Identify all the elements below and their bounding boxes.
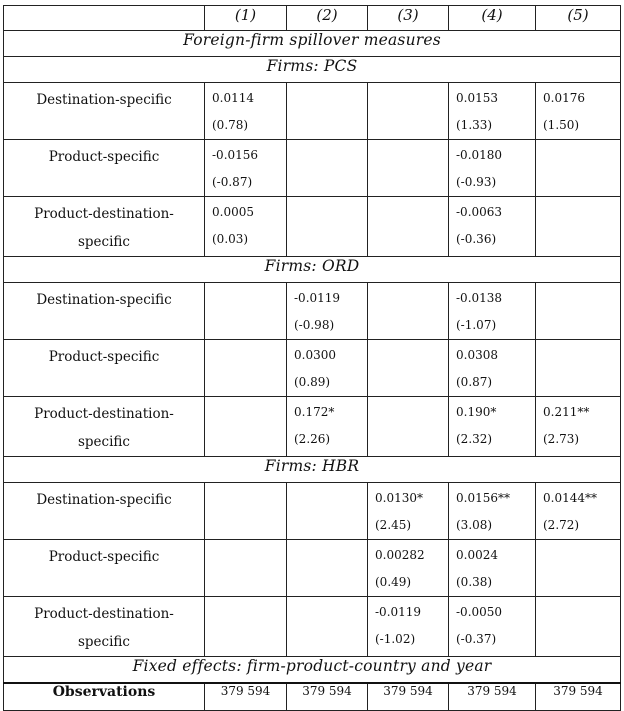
row-label-line: Destination-specific — [36, 292, 172, 308]
row-label-line: Product-destination- — [34, 206, 174, 222]
t-statistic: (2.32) — [456, 432, 493, 446]
value-cell — [536, 140, 621, 197]
value-cell — [536, 540, 621, 597]
t-statistic: (2.73) — [543, 432, 580, 446]
measure-row — [4, 483, 621, 540]
value-cell — [205, 140, 287, 197]
t-statistic — [375, 426, 448, 453]
coefficient: -0.0050 — [456, 605, 503, 619]
measure-row — [4, 140, 621, 197]
t-statistic — [543, 169, 620, 196]
coefficient: 0.0144** — [543, 491, 597, 505]
coefficient — [375, 142, 448, 169]
column-header: (5) — [536, 6, 621, 31]
t-statistic — [543, 626, 620, 653]
measure-row — [4, 397, 621, 457]
coefficient: 0.0024 — [456, 548, 498, 562]
table-body — [4, 6, 621, 711]
t-statistic: (1.33) — [456, 118, 493, 132]
coefficient: 0.0130* — [375, 491, 423, 505]
value-cell — [536, 597, 621, 657]
value-cell — [287, 483, 368, 540]
value-cell — [536, 283, 621, 340]
observations-value: 379 594 — [449, 683, 536, 711]
row-label-line: Product-specific — [48, 549, 160, 565]
measure-row — [4, 597, 621, 657]
coefficient — [294, 599, 367, 626]
value-cell — [287, 397, 368, 457]
value-cell — [205, 197, 287, 257]
value-cell — [449, 483, 536, 540]
observations-value: 379 594 — [205, 683, 287, 711]
row-label — [4, 340, 205, 397]
group-header-row — [4, 457, 621, 483]
coefficient: -0.0119 — [294, 291, 341, 305]
measure-row — [4, 540, 621, 597]
t-statistic — [212, 312, 286, 339]
coefficient — [543, 199, 620, 226]
group-header-row — [4, 257, 621, 283]
row-label-line: Product-destination- — [34, 606, 174, 622]
value-cell — [205, 397, 287, 457]
row-label-line: specific — [77, 434, 130, 450]
t-statistic — [543, 312, 620, 339]
t-statistic — [375, 369, 448, 396]
coefficient: -0.0180 — [456, 148, 503, 162]
coefficient: -0.0063 — [456, 205, 503, 219]
value-cell — [205, 597, 287, 657]
value-cell — [449, 597, 536, 657]
value-cell — [368, 483, 449, 540]
value-cell — [287, 83, 368, 140]
measure-row — [4, 340, 621, 397]
row-label — [4, 83, 205, 140]
group-label: Firms: ORD — [4, 257, 621, 283]
measure-row — [4, 283, 621, 340]
t-statistic: (2.26) — [294, 432, 331, 446]
coefficient — [212, 399, 286, 426]
column-header: (4) — [449, 6, 536, 31]
t-statistic — [212, 369, 286, 396]
t-statistic: (-0.36) — [456, 232, 497, 246]
t-statistic — [212, 569, 286, 596]
table-title: Foreign-firm spillover measures — [4, 31, 621, 57]
t-statistic: (-1.07) — [456, 318, 497, 332]
row-label-line: specific — [77, 634, 130, 650]
coefficient — [543, 342, 620, 369]
t-statistic: (-0.93) — [456, 175, 497, 189]
value-cell — [205, 83, 287, 140]
row-label — [4, 283, 205, 340]
column-header: (3) — [368, 6, 449, 31]
observations-value: 379 594 — [287, 683, 368, 711]
t-statistic — [543, 226, 620, 253]
coefficient: 0.0114 — [212, 91, 254, 105]
coefficient — [294, 542, 367, 569]
t-statistic — [375, 226, 448, 253]
value-cell — [205, 340, 287, 397]
coefficient: 0.190* — [456, 405, 497, 419]
row-label-line: Product-specific — [48, 349, 160, 365]
row-label — [4, 397, 205, 457]
value-cell — [287, 283, 368, 340]
t-statistic — [212, 512, 286, 539]
value-cell — [205, 540, 287, 597]
t-statistic — [294, 626, 367, 653]
coefficient — [543, 142, 620, 169]
value-cell — [287, 340, 368, 397]
coefficient — [212, 342, 286, 369]
row-label-line: Destination-specific — [36, 492, 172, 508]
observations-label: Observations — [4, 683, 205, 711]
value-cell — [536, 83, 621, 140]
t-statistic: (2.72) — [543, 518, 580, 532]
coefficient — [543, 542, 620, 569]
coefficient: 0.172* — [294, 405, 335, 419]
column-header: (1) — [205, 6, 287, 31]
coefficient — [375, 85, 448, 112]
row-label-line: specific — [77, 234, 130, 250]
value-cell — [287, 540, 368, 597]
t-statistic: (-1.02) — [375, 632, 416, 646]
observations-value: 379 594 — [536, 683, 621, 711]
t-statistic: (-0.37) — [456, 632, 497, 646]
coefficient: 0.0308 — [456, 348, 498, 362]
row-label — [4, 483, 205, 540]
value-cell — [368, 397, 449, 457]
coefficient: -0.0138 — [456, 291, 503, 305]
t-statistic — [294, 569, 367, 596]
value-cell — [449, 197, 536, 257]
column-header: (2) — [287, 6, 368, 31]
coefficient — [375, 285, 448, 312]
row-label-line: Destination-specific — [36, 92, 172, 108]
group-label: Firms: PCS — [4, 57, 621, 83]
title-row — [4, 31, 621, 57]
measure-row — [4, 197, 621, 257]
coefficient: 0.0005 — [212, 205, 254, 219]
t-statistic: (-0.87) — [212, 175, 253, 189]
value-cell — [449, 397, 536, 457]
value-cell — [536, 340, 621, 397]
row-label — [4, 540, 205, 597]
coefficient — [294, 199, 367, 226]
coefficient: -0.0156 — [212, 148, 259, 162]
value-cell — [536, 197, 621, 257]
t-statistic: (0.87) — [456, 375, 493, 389]
group-label: Firms: HBR — [4, 457, 621, 483]
t-statistic: (-0.98) — [294, 318, 335, 332]
value-cell — [287, 140, 368, 197]
t-statistic: (0.78) — [212, 118, 249, 132]
coefficient: 0.00282 — [375, 548, 425, 562]
row-label-line: Product-specific — [48, 149, 160, 165]
t-statistic: (0.89) — [294, 375, 331, 389]
coefficient: 0.0176 — [543, 91, 585, 105]
t-statistic: (1.50) — [543, 118, 580, 132]
row-label — [4, 140, 205, 197]
t-statistic — [375, 312, 448, 339]
coefficient: 0.0156** — [456, 491, 510, 505]
measure-row — [4, 83, 621, 140]
coefficient — [543, 599, 620, 626]
header-empty-cell — [4, 6, 205, 31]
observations-value: 379 594 — [368, 683, 449, 711]
value-cell — [287, 197, 368, 257]
value-cell — [287, 597, 368, 657]
value-cell — [449, 540, 536, 597]
regression-table — [3, 5, 621, 711]
row-label-line: Product-destination- — [34, 406, 174, 422]
value-cell — [368, 140, 449, 197]
t-statistic — [294, 226, 367, 253]
t-statistic — [543, 569, 620, 596]
value-cell — [449, 140, 536, 197]
t-statistic — [375, 169, 448, 196]
coefficient: 0.0153 — [456, 91, 498, 105]
row-label — [4, 197, 205, 257]
value-cell — [449, 340, 536, 397]
t-statistic — [294, 169, 367, 196]
coefficient — [294, 485, 367, 512]
t-statistic — [294, 512, 367, 539]
coefficient — [375, 399, 448, 426]
coefficient — [375, 342, 448, 369]
value-cell — [368, 83, 449, 140]
value-cell — [449, 83, 536, 140]
fixed-effects-row — [4, 657, 621, 684]
t-statistic — [212, 626, 286, 653]
coefficient — [294, 142, 367, 169]
coefficient — [212, 485, 286, 512]
coefficient — [543, 285, 620, 312]
coefficient — [212, 285, 286, 312]
coefficient — [375, 199, 448, 226]
observations-row — [4, 683, 621, 711]
t-statistic: (2.45) — [375, 518, 412, 532]
group-header-row — [4, 57, 621, 83]
value-cell — [449, 283, 536, 340]
t-statistic: (0.03) — [212, 232, 249, 246]
t-statistic: (0.38) — [456, 575, 493, 589]
value-cell — [368, 283, 449, 340]
value-cell — [368, 197, 449, 257]
value-cell — [205, 283, 287, 340]
t-statistic — [294, 112, 367, 139]
coefficient — [212, 599, 286, 626]
column-header-row — [4, 6, 621, 31]
value-cell — [368, 340, 449, 397]
t-statistic: (3.08) — [456, 518, 493, 532]
fixed-effects-label: Fixed effects: firm-product-country and year — [4, 657, 621, 684]
coefficient: -0.0119 — [375, 605, 422, 619]
t-statistic — [212, 426, 286, 453]
t-statistic — [375, 112, 448, 139]
coefficient — [212, 542, 286, 569]
coefficient: 0.0300 — [294, 348, 336, 362]
row-label — [4, 597, 205, 657]
value-cell — [536, 397, 621, 457]
t-statistic: (0.49) — [375, 575, 412, 589]
value-cell — [536, 483, 621, 540]
t-statistic — [543, 369, 620, 396]
coefficient: 0.211** — [543, 405, 590, 419]
value-cell — [368, 597, 449, 657]
value-cell — [368, 540, 449, 597]
coefficient — [294, 85, 367, 112]
value-cell — [205, 483, 287, 540]
